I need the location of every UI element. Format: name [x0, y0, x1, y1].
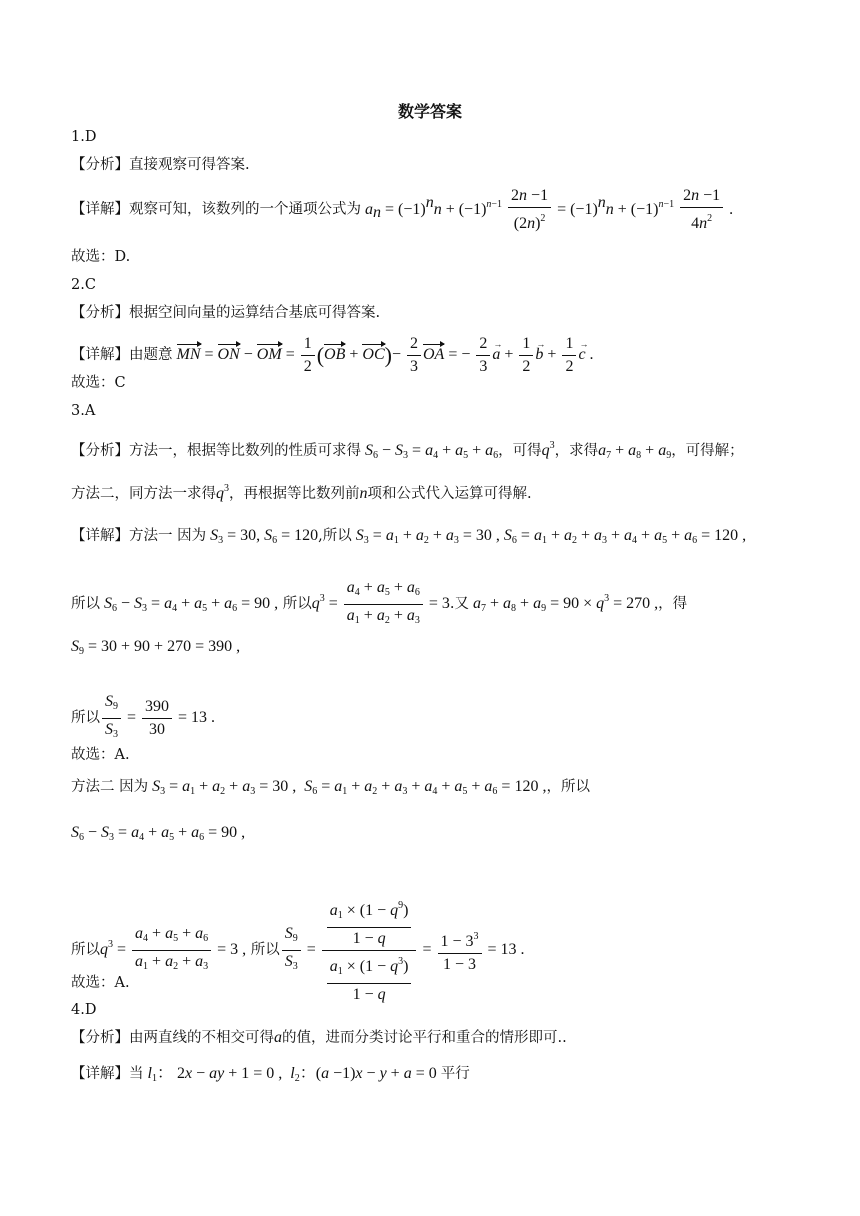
q1-detail: 【详解】观察可知，该数列的一个通项公式为 $a_n = (-1)^nn + (-1)^{n-1}$ $\frac{2n -1}{(2n)^2}$ = $(-1)^nn + (-1)^{n-1}$ $\frac{2n -1}{4n^2}$ . [71, 187, 734, 232]
q4-analysis: 【分析】由两直线的不相交可得a的值，进而分类讨论平行和重合的情形即可.. [71, 1029, 567, 1046]
q3-method2-line1: 方法二 因为 $S_3 = a_1 + a_2 + a_3 = 30$ , $S_6 = a_1 + a_2 + a_3 + a_4 + a_5 + a_6 = 120$ ,，所以 [71, 778, 590, 797]
q2-detail: 【详解】由题意 MN = ON − OM = $\frac{1}{2}$ (OB + OC)− $\frac{2}{3}$ OA = − $\frac{2}{3}$ a → + $\frac{1}{2}$ b → + $\frac{1}{2}$ c → . [71, 334, 594, 377]
q4-detail: 【详解】当 $l_1$： 2x − ay + 1 = 0 , $l_2$：(a −1)x − y + a = 0 平行 [71, 1065, 470, 1084]
q3-answer: 3.A [71, 403, 96, 419]
q3-method1-line3: $S_9 = 30 + 90 + 270 = 390$ , [71, 638, 241, 657]
q3-method2-line3: 所以$q^3$ = $\frac{a_4 + a_5 + a_6}{a_1 + a_2 + a_3}$ = 3 , 所以 $\frac{S_9}{S_3}$ = $\frac{\frac{a_1 \times (1 - q^9)}{1 - q}}{\frac{a_1 \times (1 - q^3)}{1 - q}}$ = $\frac{1 - 3^3}{1 - 3}$ = 13 . [71, 896, 525, 1005]
page-title: 数学答案 [397, 102, 462, 121]
q3-method2-line2: $S_6 - S_3 = a_4 + a_5 + a_6 = 90$ , [71, 824, 246, 843]
q3-analysis-1: 【分析】方法一，根据等比数列的性质可求得 $S_6 - S_3 = a_4 + a_5 + a_6$，可得$q^3$，求得$a_7 + a_8 + a_9$，可得解； [71, 440, 744, 461]
q2-answer: 2.C [71, 277, 96, 293]
q3-method1-line4: 所以 $\frac{S_9}{S_3}$ = $\frac{390}{30}$ = 13 . [71, 693, 216, 740]
q4-answer: 4.D [71, 1002, 97, 1018]
q1-conclusion: 故选：D. [71, 249, 131, 265]
q3-conclusion-2: 故选：A. [71, 975, 130, 991]
q1-analysis: 【分析】直接观察可得答案. [71, 157, 250, 173]
q2-conclusion: 故选：C [71, 375, 126, 391]
q3-method1-line1: 【详解】方法一 因为 $S_3 = 30$, $S_6 = 120$,所以 $S_3 = a_1 + a_2 + a_3 = 30$ , $S_6 = a_1 + a_2 + a_3 + a_4 + a_5 + a_6 = 120$ , [71, 527, 747, 546]
q3-conclusion-1: 故选：A. [71, 747, 130, 763]
q2-analysis: 【分析】根据空间向量的运算结合基底可得答案. [71, 305, 381, 321]
q3-analysis-2: 方法二，同方法一求得$q^3$，再根据等比数列前n项和公式代入运算可得解. [71, 483, 532, 502]
q3-method1-line2: 所以 $S_6 - S_3 = a_4 + a_5 + a_6 = 90$ , 所以$q^3$ = $\frac{a_4 + a_5 + a_6}{a_1 + a_2 + a_3}$ = 3.又 $a_7 + a_8 + a_9 = 90 \times q^3 = 270$ ,，得 [71, 579, 688, 626]
q1-answer: 1.D [71, 129, 97, 145]
